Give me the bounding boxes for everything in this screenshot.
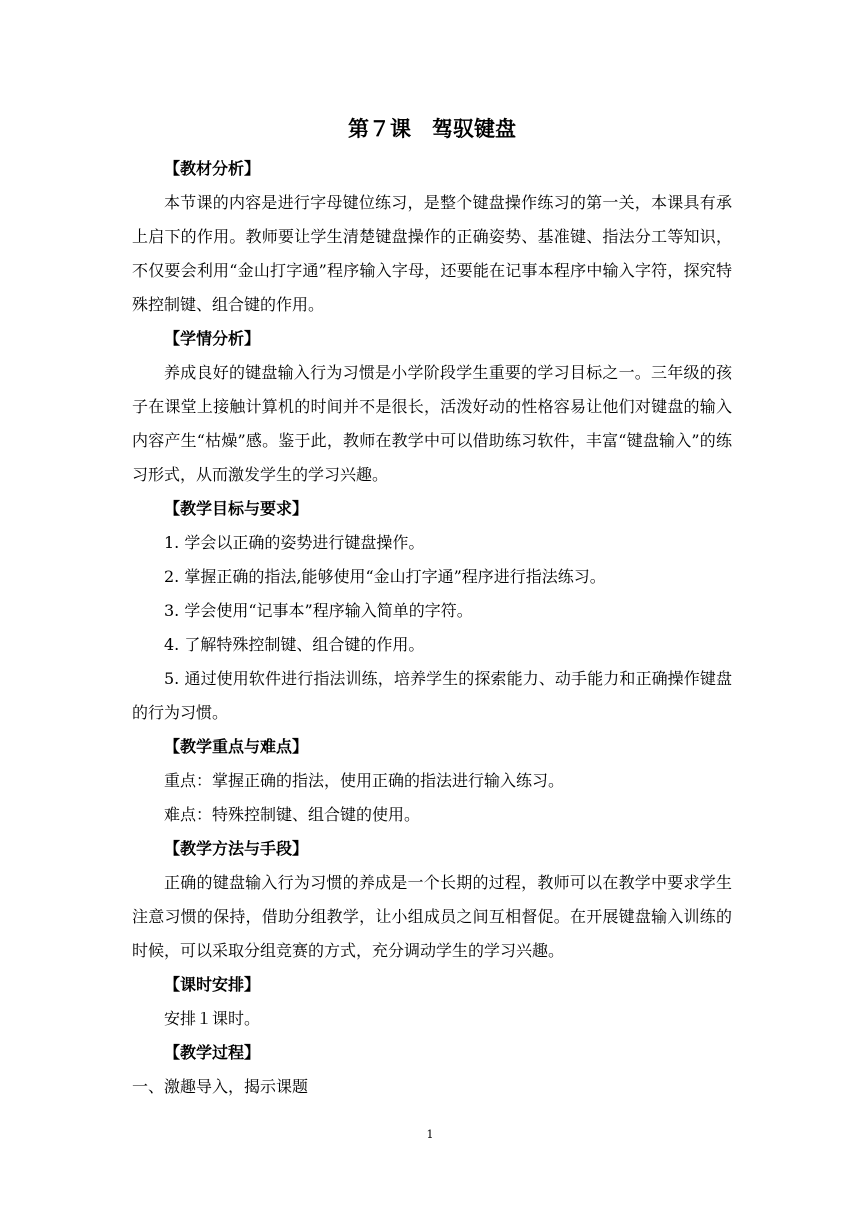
key-point-text: 重点：掌握正确的指法，使用正确的指法进行输入练习。 — [164, 771, 565, 790]
schedule-text: 安排１课时。 — [164, 1009, 261, 1028]
paragraph-student-analysis: 养成良好的键盘输入行为习惯是小学阶段学生重要的学习目标之一。三年级的孩子在课堂上接触计算机的时间并不是很长，活泼好动的性格容易让他们对键盘的输入内容产生“枯燥”感。鉴于此，教师在教学中可以借助练习软件，丰富“键盘输入”的练习形式，从而激发学生的学习兴趣。 — [132, 363, 732, 484]
heading-teaching-process: 【教学过程】 — [164, 1043, 261, 1062]
heading-schedule: 【课时安排】 — [164, 975, 261, 994]
process-step-1: 一、激趣导入，揭示课题 — [132, 1077, 309, 1096]
document-body — [132, 112, 732, 1104]
heading-key-points: 【教学重点与难点】 — [164, 737, 309, 756]
heading-teaching-methods: 【教学方法与手段】 — [164, 839, 309, 858]
goal-item-1: 1. 学会以正确的姿势进行键盘操作。 — [164, 533, 425, 552]
goal-item-5: 5. 通过使用软件进行指法训练，培养学生的探索能力、动手能力和正确操作键盘的行为习惯。 — [132, 669, 732, 722]
paragraph-material-analysis: 本节课的内容是进行字母键位练习，是整个键盘操作练习的第一关，本课具有承上启下的作用。教师要让学生清楚键盘操作的正确姿势、基准键、指法分工等知识，不仅要会利用“金山打字通”程序输入字母，还要能在记事本程序中输入字符，探究特殊控制键、组合键的作用。 — [132, 193, 732, 314]
page-title: 第７课 驾驭键盘 — [348, 117, 516, 141]
goal-item-2: 2. 掌握正确的指法,能够使用“金山打字通”程序进行指法练习。 — [164, 567, 606, 586]
goal-item-3: 3. 学会使用“记事本”程序输入简单的字符。 — [164, 601, 473, 620]
goal-item-4: 4. 了解特殊控制键、组合键的作用。 — [164, 635, 425, 654]
paragraph-teaching-methods: 正确的键盘输入行为习惯的养成是一个长期的过程，教师可以在教学中要求学生注意习惯的保持，借助分组教学，让小组成员之间互相督促。在开展键盘输入训练的时候，可以采取分组竞赛的方式，充分调动学生的学习兴趣。 — [132, 873, 732, 960]
heading-student-analysis: 【学情分析】 — [164, 329, 261, 348]
page-number: 1 — [426, 1128, 434, 1141]
heading-teaching-goals: 【教学目标与要求】 — [164, 499, 309, 518]
heading-material-analysis: 【教材分析】 — [164, 159, 261, 178]
difficulty-text: 难点：特殊控制键、组合键的使用。 — [164, 805, 421, 824]
